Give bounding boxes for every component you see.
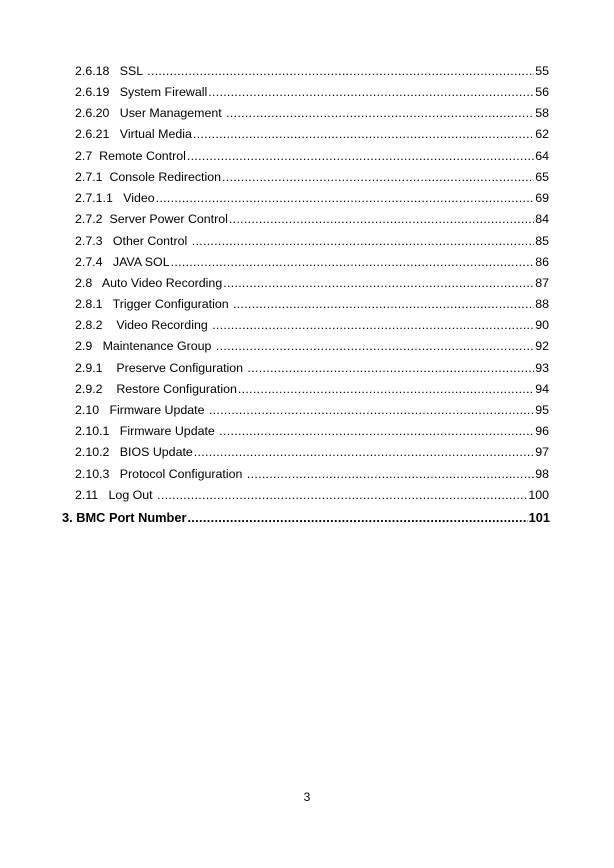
toc-entry-number: 2.8.2 [75, 318, 103, 332]
toc-entry[interactable] [75, 254, 549, 270]
toc-entry[interactable] [75, 126, 549, 142]
toc-entry[interactable] [75, 317, 549, 333]
toc-entry-title: Trigger Configuration [112, 297, 229, 311]
toc-entry-number: 2.8 [75, 276, 93, 290]
leader-dots [187, 510, 527, 525]
toc-entry-page: 84 [535, 212, 549, 226]
toc-entry[interactable] [75, 381, 549, 397]
leader-dots [229, 212, 534, 227]
toc-entry-number: 2.10.2 [75, 445, 110, 459]
toc-entry[interactable] [75, 233, 549, 249]
toc-entry-page: 85 [535, 234, 549, 248]
toc-entry-page: 87 [535, 276, 549, 290]
toc-entry-title: JAVA SOL [112, 255, 170, 269]
leader-dots [238, 382, 534, 397]
leader-dots [171, 255, 535, 270]
toc-entry-page: 97 [535, 445, 549, 459]
toc-entry-number: 2.9.1 [75, 361, 103, 375]
leader-dots [248, 361, 535, 376]
toc-entry-title: SSL [119, 64, 143, 78]
leader-dots [193, 127, 534, 142]
leader-dots [219, 424, 534, 439]
toc-entry-number: 2.11 [75, 488, 99, 502]
toc-entry-page: 64 [535, 149, 549, 163]
leader-dots [233, 297, 534, 312]
toc-entry-page: 55 [535, 64, 549, 78]
toc-entry[interactable] [62, 509, 550, 525]
toc-entry-page: 101 [528, 510, 550, 525]
toc-entry[interactable] [75, 423, 549, 439]
toc-entry[interactable] [75, 275, 549, 291]
toc-entry-number: 2.6.19 [75, 85, 110, 99]
toc-entry-title: Video [123, 191, 155, 205]
toc-entry-title: User Management [119, 106, 222, 120]
toc-entry-title: Preserve Configuration [116, 361, 244, 375]
toc-entry-title: Virtual Media [119, 127, 192, 141]
toc-entry[interactable] [75, 487, 549, 503]
toc-entry-page: 93 [535, 361, 549, 375]
leader-dots [187, 149, 534, 164]
toc-entry-number: 2.7.4 [75, 255, 103, 269]
toc-entry-title: Video Recording [116, 318, 208, 332]
toc-entry-number: 2.7.2 [75, 212, 103, 226]
leader-dots [147, 64, 534, 79]
toc-entry-page: 95 [535, 403, 549, 417]
toc-entry-number: 2.7.1.1 [75, 191, 113, 205]
toc-entry-page: 69 [535, 191, 549, 205]
toc-entry-number: 2.10 [75, 403, 100, 417]
toc-entry-title: Console Redirection [109, 170, 222, 184]
toc-entry[interactable] [75, 63, 549, 79]
leader-dots [247, 467, 534, 482]
toc-entry-title: Firmware Update [119, 424, 215, 438]
leader-dots [192, 234, 534, 249]
toc-entry[interactable] [75, 84, 549, 100]
toc-entry-page: 62 [535, 127, 549, 141]
toc-entry-number: 2.9.2 [75, 382, 103, 396]
toc-entry-title: Log Out [108, 488, 153, 502]
toc-entry-page: 92 [535, 339, 549, 353]
leader-dots [209, 403, 534, 418]
toc-entry-title: Maintenance Group [102, 339, 212, 353]
toc-entry-title: Restore Configuration [116, 382, 237, 396]
toc-entry[interactable] [75, 466, 549, 482]
toc-entry[interactable] [75, 360, 549, 376]
toc-entry[interactable] [75, 148, 549, 164]
toc-entry-number: 2.7.1 [75, 170, 103, 184]
leader-dots [157, 488, 527, 503]
toc-entry-page: 98 [535, 467, 549, 481]
toc-entry-page: 58 [535, 106, 549, 120]
toc-entry[interactable] [75, 211, 549, 227]
toc-entry-title: BMC Port Number [76, 510, 187, 525]
toc-entry-page: 65 [535, 170, 549, 184]
toc-entry-title: System Firewall [119, 85, 208, 99]
toc-entry-page: 94 [535, 382, 549, 396]
toc-entry-number: 2.6.20 [75, 106, 110, 120]
toc-entry-number: 2.7.3 [75, 234, 103, 248]
toc-entry-page: 96 [535, 424, 549, 438]
toc-entry-number: 2.10.1 [75, 424, 110, 438]
toc-entry-number: 2.8.1 [75, 297, 103, 311]
toc-entry[interactable] [75, 444, 549, 460]
toc-entry[interactable] [75, 105, 549, 121]
toc-entry-number: 2.10.3 [75, 467, 110, 481]
toc-entry-title: Firmware Update [109, 403, 205, 417]
toc-entry[interactable] [75, 190, 549, 206]
toc-entry-page: 86 [535, 255, 549, 269]
leader-dots [226, 106, 534, 121]
toc-entry-title: BIOS Update [119, 445, 193, 459]
toc-entry[interactable] [75, 296, 549, 312]
leader-dots [216, 339, 534, 354]
toc-entry-number: 2.6.21 [75, 127, 110, 141]
toc-entry-title: Protocol Configuration [119, 467, 243, 481]
leader-dots [223, 276, 534, 291]
toc-entry-number: 2.6.18 [75, 64, 110, 78]
toc-entry-title: Remote Control [99, 149, 186, 163]
toc-entry[interactable] [75, 338, 549, 354]
toc-entry-title: Other Control [112, 234, 188, 248]
toc-entry-number: 2.9 [75, 339, 93, 353]
toc-entry-title: Server Power Control [109, 212, 228, 226]
toc-entry-number: 2.7 [75, 149, 93, 163]
leader-dots [156, 191, 535, 206]
toc-entry-page: 100 [528, 488, 549, 502]
toc-entry-page: 88 [535, 297, 549, 311]
leader-dots [212, 318, 534, 333]
leader-dots [208, 85, 534, 100]
toc-entry[interactable] [75, 169, 549, 185]
toc-entry-page: 90 [535, 318, 549, 332]
leader-dots [222, 170, 534, 185]
toc-entry-title: Auto Video Recording [101, 276, 223, 290]
toc-entry-number: 3. [62, 510, 73, 525]
page-number: 3 [303, 790, 311, 804]
leader-dots [194, 445, 534, 460]
toc-entry-page: 56 [535, 85, 549, 99]
toc-entry[interactable] [75, 402, 549, 418]
